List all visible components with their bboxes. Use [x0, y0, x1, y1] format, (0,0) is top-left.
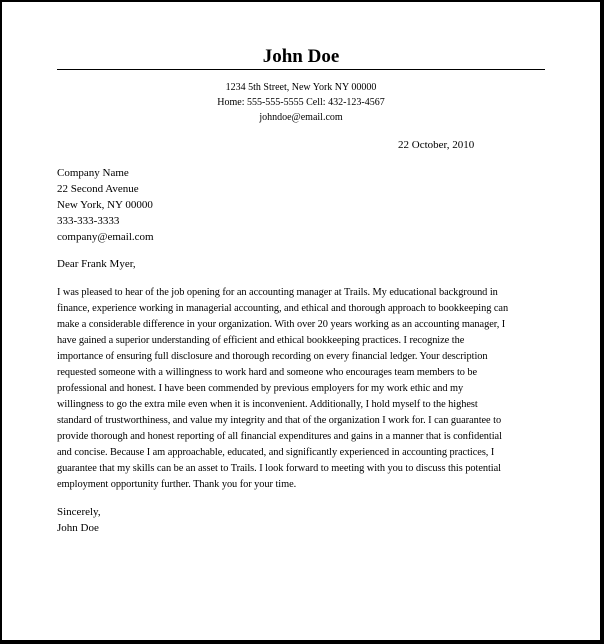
body-line: requested someone with a willingness to work hard and someone who encourages team members to be — [57, 367, 478, 378]
valediction: Sincerely, — [57, 506, 101, 518]
body-line: and concise. Because I am approachable, educated, and significantly experienced in accounting practices, I — [57, 447, 495, 458]
body-line: guarantee that my skills can be an asset to Trails. I look forward to meeting with you to discuss this potential — [57, 463, 501, 474]
sender-name: John Doe — [262, 46, 340, 67]
body-line: provide thorough and honest reporting of all financial expenditures and gains in a manner that is confidential — [57, 431, 502, 442]
closing-block — [57, 504, 101, 536]
letter-page — [2, 2, 600, 640]
body-line: I was pleased to hear of the job opening for an accounting manager at Trails. My educational background in — [57, 287, 498, 298]
body-line: importance of ensuring full disclosure and thorough recording on every financial ledger. Your description — [57, 351, 488, 362]
body-line: standard of trustworthiness, and value my integrity and that of the organization I work for. I can guarantee to — [57, 415, 502, 426]
recipient-phone: 333-333-3333 — [57, 215, 120, 227]
letter-date: 22 October, 2010 — [398, 139, 475, 151]
body-line: make a considerable difference in your organization. With over 20 years working as an accounting manager, I — [57, 319, 506, 330]
sender-phones: Home: 555-555-5555 Cell: 432-123-4567 — [217, 97, 385, 108]
recipient-company: Company Name — [57, 167, 129, 179]
letter-body — [57, 285, 547, 493]
salutation: Dear Frank Myer, — [57, 258, 136, 270]
recipient-street: 22 Second Avenue — [57, 183, 139, 195]
body-line: willingness to go the extra mile even when it is inconvenient. Additionally, I hold myself to the highest — [57, 399, 478, 410]
signature-name: John Doe — [57, 522, 99, 534]
sender-address: 1234 5th Street, New York NY 00000 — [225, 82, 377, 93]
body-line: have gained a superior understanding of efficient and ethical bookkeeping practices. I recognize the — [57, 335, 465, 346]
recipient-email: company@email.com — [57, 231, 154, 243]
sender-email: johndoe@email.com — [259, 112, 343, 123]
recipient-block — [57, 165, 154, 245]
sender-contact-block — [2, 80, 600, 125]
recipient-city: New York, NY 00000 — [57, 199, 153, 211]
body-line: professional and honest. I have been commended by previous employers for my work ethic and my — [57, 383, 464, 394]
body-line: finance, experience working in managerial accounting, and ethical and thorough approach to bookkeeping can — [57, 303, 509, 314]
body-line: employment opportunity further. Thank you for your time. — [57, 479, 297, 490]
header-divider — [57, 69, 545, 70]
